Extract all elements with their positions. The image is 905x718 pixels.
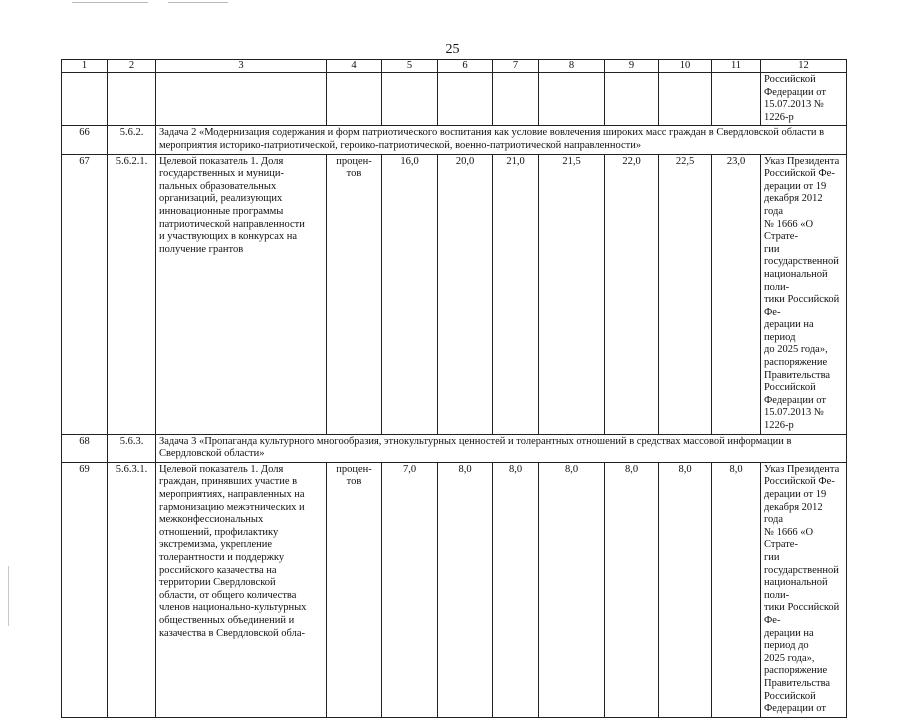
indicator-value: 20,0 xyxy=(438,154,493,434)
task-text: Задача 3 «Пропаганда культурного многообразия, этнокультурных ценностей и толерантных отношений в средствах массовой информации в Свердловской области» xyxy=(156,434,847,462)
empty-cell xyxy=(712,73,761,126)
empty-cell xyxy=(108,73,156,126)
legal-basis-line: дерации на период до xyxy=(764,627,814,652)
table-row xyxy=(62,434,847,462)
legal-basis-line: 15.07.2013 № 1226-р xyxy=(764,407,824,432)
indicator-value: 8,0 xyxy=(659,462,712,717)
row-code: 5.6.2.1. xyxy=(108,154,156,434)
empty-cell xyxy=(438,73,493,126)
indicator-name-line: членов национально-культурных xyxy=(159,602,307,614)
empty-cell xyxy=(659,73,712,126)
page-number: 25 xyxy=(445,42,460,57)
column-number: 3 xyxy=(156,60,327,73)
legal-basis-line: Указ Президента xyxy=(764,155,840,167)
indicator-name-line: области, от общего количества xyxy=(159,589,297,601)
table-row xyxy=(62,462,847,717)
empty-cell xyxy=(156,73,327,126)
indicator-name-line: граждан, принявших участие в xyxy=(159,476,298,488)
row-code: 5.6.2. xyxy=(108,126,156,154)
unit-cell xyxy=(327,154,382,434)
legal-basis-line: декабря 2012 года xyxy=(764,501,823,526)
legal-basis-line: Федерации от xyxy=(764,394,826,406)
indicator-name-line: патриотической направленности xyxy=(159,218,305,230)
legal-basis-line: национальной поли- xyxy=(764,577,828,601)
column-number: 2 xyxy=(108,60,156,73)
indicator-name-line: межконфессиональных xyxy=(159,514,264,526)
empty-cell xyxy=(605,73,659,126)
indicator-name-line: отношений, профилактику xyxy=(159,526,279,538)
legal-basis-line: тики Российской Фе- xyxy=(764,294,840,318)
indicator-name xyxy=(156,154,327,434)
legal-basis-line: распоряжение xyxy=(764,357,828,369)
table-row xyxy=(62,126,847,154)
legal-basis-line: до 2025 года», xyxy=(764,344,828,356)
indicator-value: 16,0 xyxy=(382,154,438,434)
column-number: 4 xyxy=(327,60,382,73)
task-text: Задача 2 «Модернизация содержания и форм патриотического воспитания как условие вовлечения широких масс граждан в Свердловской области в мероприятия историко-патриотической, героико-патриотической, военно-патриотической направленности» xyxy=(156,126,847,154)
legal-basis-line: Федерации от xyxy=(764,86,826,98)
indicator-name-line: гармонизацию межэтнических и xyxy=(159,501,305,513)
legal-basis-line: № 1666 «О Страте- xyxy=(764,218,814,243)
legal-basis-line: тики Российской Фе- xyxy=(764,602,840,626)
row-number: 67 xyxy=(62,154,108,434)
column-number: 12 xyxy=(761,60,847,73)
legal-basis-line: Правительства xyxy=(764,677,831,689)
empty-cell xyxy=(62,73,108,126)
indicator-value: 8,0 xyxy=(438,462,493,717)
table-row xyxy=(62,73,847,126)
column-number: 1 xyxy=(62,60,108,73)
empty-cell xyxy=(382,73,438,126)
row-number: 69 xyxy=(62,462,108,717)
indicator-name-line: казачества в Свердловской обла- xyxy=(159,627,305,639)
indicator-name-line: российского казачества на xyxy=(159,564,277,576)
column-number: 9 xyxy=(605,60,659,73)
legal-basis-line: Российской Фе- xyxy=(764,476,835,488)
column-number-row xyxy=(62,60,847,73)
indicator-name-line: общественных объединений и xyxy=(159,614,295,626)
unit-line: тов xyxy=(346,476,362,488)
row-code: 5.6.3.1. xyxy=(108,462,156,717)
indicator-name-line: организаций, реализующих xyxy=(159,193,283,205)
legal-basis-line: дерации от 19 xyxy=(764,489,827,500)
legal-basis-cell xyxy=(761,73,847,126)
indicator-value: 23,0 xyxy=(712,154,761,434)
legal-basis-line: Российской xyxy=(764,74,816,85)
indicator-value: 7,0 xyxy=(382,462,438,717)
legal-basis-cell xyxy=(761,462,847,717)
indicator-value: 21,5 xyxy=(539,154,605,434)
indicator-name-line: территории Свердловской xyxy=(159,577,276,589)
legal-basis-line: 2025 года», xyxy=(764,652,815,664)
row-code: 5.6.3. xyxy=(108,434,156,462)
legal-basis-line: декабря 2012 года xyxy=(764,193,823,217)
indicator-name-line: Целевой показатель 1. Доля xyxy=(159,155,284,167)
legal-basis-line: гии государственной xyxy=(764,243,839,268)
legal-basis-line: Российской xyxy=(764,690,816,702)
empty-cell xyxy=(493,73,539,126)
indicator-name-line: Целевой показатель 1. Доля xyxy=(159,463,284,475)
empty-cell xyxy=(327,73,382,126)
legal-basis-line: Указ Президента xyxy=(764,463,840,475)
scan-line-top-1 xyxy=(72,2,148,3)
legal-basis-line: национальной поли- xyxy=(764,268,828,293)
column-number: 7 xyxy=(493,60,539,73)
legal-basis-line: распоряжение xyxy=(764,665,828,677)
legal-basis-line: Федерации от xyxy=(764,703,826,715)
indicator-value: 8,0 xyxy=(493,462,539,717)
indicator-value: 22,0 xyxy=(605,154,659,434)
indicator-name-line: государственных и муници- xyxy=(159,168,285,180)
scan-margin-mark xyxy=(8,566,9,626)
legal-basis-line: дерации на период xyxy=(764,319,814,343)
legal-basis-cell xyxy=(761,154,847,434)
unit-cell xyxy=(327,462,382,717)
indicator-name-line: мероприятиях, направленных на xyxy=(159,489,305,500)
legal-basis-line: 15.07.2013 № 1226-р xyxy=(764,99,824,123)
column-number: 5 xyxy=(382,60,438,73)
row-number: 66 xyxy=(62,126,108,154)
indicators-table xyxy=(61,59,847,718)
table-row xyxy=(62,154,847,434)
indicator-name-line: инновационные программы xyxy=(159,205,284,217)
indicator-name-line: толерантности и поддержку xyxy=(159,551,285,563)
legal-basis-line: Российской xyxy=(764,382,816,394)
indicator-name-line: экстремизма, укрепление xyxy=(159,539,273,551)
legal-basis-line: № 1666 «О Страте- xyxy=(764,526,814,551)
column-number: 10 xyxy=(659,60,712,73)
legal-basis-line: дерации от 19 xyxy=(764,180,827,192)
unit-line: процен- xyxy=(336,463,372,475)
indicator-value: 8,0 xyxy=(605,462,659,717)
unit-line: процен- xyxy=(336,155,372,167)
indicator-value: 22,5 xyxy=(659,154,712,434)
legal-basis-line: Правительства xyxy=(764,369,831,381)
indicator-name-line: получение грантов xyxy=(159,243,244,255)
column-number: 6 xyxy=(438,60,493,73)
scan-line-top-2 xyxy=(168,2,228,3)
indicator-name-line: и участвующих в конкурсах на xyxy=(159,231,298,243)
indicator-name-line: пальных образовательных xyxy=(159,180,277,192)
unit-line: тов xyxy=(346,168,362,180)
column-number: 11 xyxy=(712,60,761,73)
indicator-name xyxy=(156,462,327,717)
indicator-value: 8,0 xyxy=(539,462,605,717)
row-number: 68 xyxy=(62,434,108,462)
legal-basis-line: Российской Фе- xyxy=(764,168,835,180)
column-number: 8 xyxy=(539,60,605,73)
indicator-value: 21,0 xyxy=(493,154,539,434)
empty-cell xyxy=(539,73,605,126)
indicator-value: 8,0 xyxy=(712,462,761,717)
legal-basis-line: гии государственной xyxy=(764,551,839,576)
